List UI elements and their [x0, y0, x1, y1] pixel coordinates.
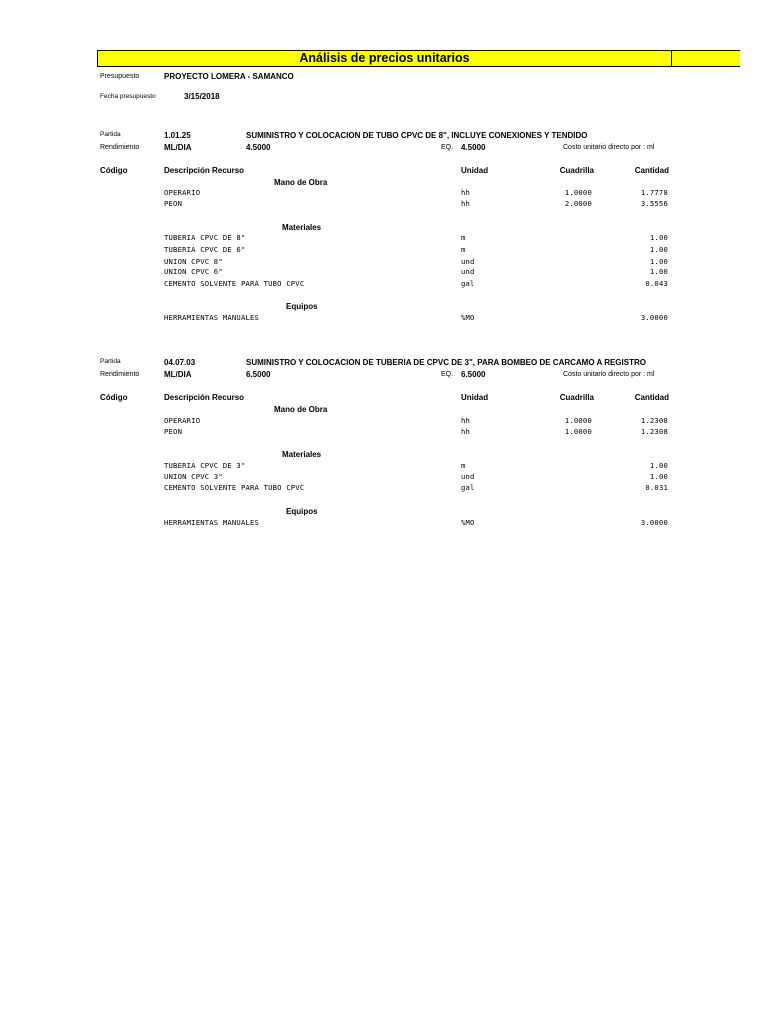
resource-desc: PEON — [164, 199, 183, 208]
resource-desc: OPERARIO — [164, 416, 201, 425]
resource-unit: %MO — [461, 518, 475, 527]
rendimiento-label: Rendimiento — [100, 144, 140, 151]
resource-cantidad: 1.00 — [649, 267, 668, 276]
resource-cuadrilla: 1.0000 — [564, 427, 592, 436]
col-unidad: Unidad — [461, 166, 489, 175]
resource-unit: m — [461, 461, 466, 470]
resource-unit: gal — [461, 279, 475, 288]
resource-unit: %MO — [461, 313, 475, 322]
costo-label: Costo unitario directo por : ml — [563, 144, 655, 151]
resource-unit: hh — [461, 416, 471, 425]
col-codigo: Código — [100, 166, 128, 175]
resource-cantidad: 1.00 — [649, 257, 668, 266]
resource-cantidad: 1.00 — [649, 472, 668, 481]
eq-value: 4.5000 — [461, 143, 486, 152]
rendimiento-value: 4.5000 — [246, 143, 271, 152]
resource-unit: hh — [461, 199, 471, 208]
section-mano-obra: Mano de Obra — [274, 405, 328, 414]
partida-code: 1.01.25 — [164, 131, 191, 140]
col-cuadrilla: Cuadrilla — [559, 166, 594, 175]
partida-description: SUMINISTRO Y COLOCACION DE TUBO CPVC DE 8", INCLUYE CONEXIONES Y TENDIDO — [246, 131, 588, 140]
col-cuadrilla: Cuadrilla — [559, 393, 594, 402]
partida-code: 04.07.03 — [164, 358, 196, 367]
resource-cantidad: 1.00 — [649, 461, 668, 470]
fecha-label: Fecha presupuesto — [100, 93, 156, 100]
resource-cantidad: 1.2308 — [640, 416, 668, 425]
resource-desc: UNION CPVC 6" — [164, 267, 223, 276]
col-descripcion: Descripción Recurso — [164, 393, 245, 402]
partida-label: Partida — [100, 358, 121, 365]
resource-desc: CEMENTO SOLVENTE PARA TUBO CPVC — [164, 483, 305, 492]
section-materiales: Materiales — [282, 450, 322, 459]
col-cantidad: Cantidad — [634, 166, 669, 175]
resource-desc: UNION CPVC 8" — [164, 257, 223, 266]
rendimiento-label: Rendimiento — [100, 371, 140, 378]
resource-unit: gal — [461, 483, 475, 492]
resource-desc: HERRAMIENTAS MANUALES — [164, 518, 260, 527]
rendimiento-unit: ML/DIA — [164, 143, 192, 152]
resource-desc: TUBERIA CPVC DE 3" — [164, 461, 246, 470]
resource-cantidad: 1.7778 — [640, 188, 668, 197]
resource-desc: HERRAMIENTAS MANUALES — [164, 313, 260, 322]
resource-cantidad: 0.043 — [645, 279, 668, 288]
resource-unit: und — [461, 257, 475, 266]
section-mano-obra: Mano de Obra — [274, 178, 328, 187]
partida-label: Partida — [100, 131, 121, 138]
resource-cuadrilla: 1.0000 — [564, 188, 592, 197]
resource-cuadrilla: 1.0000 — [564, 416, 592, 425]
resource-desc: PEON — [164, 427, 183, 436]
eq-value: 6.5000 — [461, 370, 486, 379]
resource-desc: TUBERIA CPVC DE 6" — [164, 245, 246, 254]
resource-cantidad: 3.0000 — [640, 518, 668, 527]
presupuesto-value: PROYECTO LOMERA - SAMANCO — [164, 72, 294, 81]
rendimiento-value: 6.5000 — [246, 370, 271, 379]
resource-cantidad: 1.00 — [649, 233, 668, 242]
resource-cuadrilla: 2.0000 — [564, 199, 592, 208]
resource-cantidad: 3.5556 — [640, 199, 668, 208]
rendimiento-unit: ML/DIA — [164, 370, 192, 379]
resource-unit: hh — [461, 188, 471, 197]
resource-unit: und — [461, 267, 475, 276]
resource-desc: OPERARIO — [164, 188, 201, 197]
presupuesto-label: Presupuesto — [100, 73, 140, 80]
col-codigo: Código — [100, 393, 128, 402]
eq-label: EQ. — [441, 371, 454, 378]
resource-unit: hh — [461, 427, 471, 436]
resource-desc: UNION CPVC 3" — [164, 472, 223, 481]
resource-cantidad: 1.00 — [649, 245, 668, 254]
resource-cantidad: 0.031 — [645, 483, 668, 492]
resource-desc: TUBERIA CPVC DE 8" — [164, 233, 246, 242]
resource-desc: CEMENTO SOLVENTE PARA TUBO CPVC — [164, 279, 305, 288]
resource-cantidad: 1.2308 — [640, 427, 668, 436]
partida-description: SUMINISTRO Y COLOCACION DE TUBERIA DE CPVC DE 3", PARA BOMBEO DE CARCAMO A REGISTRO — [246, 358, 646, 367]
page-title: Análisis de precios unitarios — [299, 51, 470, 65]
fecha-value: 3/15/2018 — [184, 92, 220, 101]
title-bar — [97, 50, 740, 67]
section-materiales: Materiales — [282, 223, 322, 232]
section-equipos: Equipos — [286, 302, 318, 311]
eq-label: EQ. — [441, 144, 454, 151]
col-unidad: Unidad — [461, 393, 489, 402]
resource-unit: m — [461, 245, 466, 254]
costo-label: Costo unitario directo por : ml — [563, 371, 655, 378]
col-cantidad: Cantidad — [634, 393, 669, 402]
resource-unit: und — [461, 472, 475, 481]
resource-unit: m — [461, 233, 466, 242]
section-equipos: Equipos — [286, 507, 318, 516]
col-descripcion: Descripción Recurso — [164, 166, 245, 175]
resource-cantidad: 3.0000 — [640, 313, 668, 322]
